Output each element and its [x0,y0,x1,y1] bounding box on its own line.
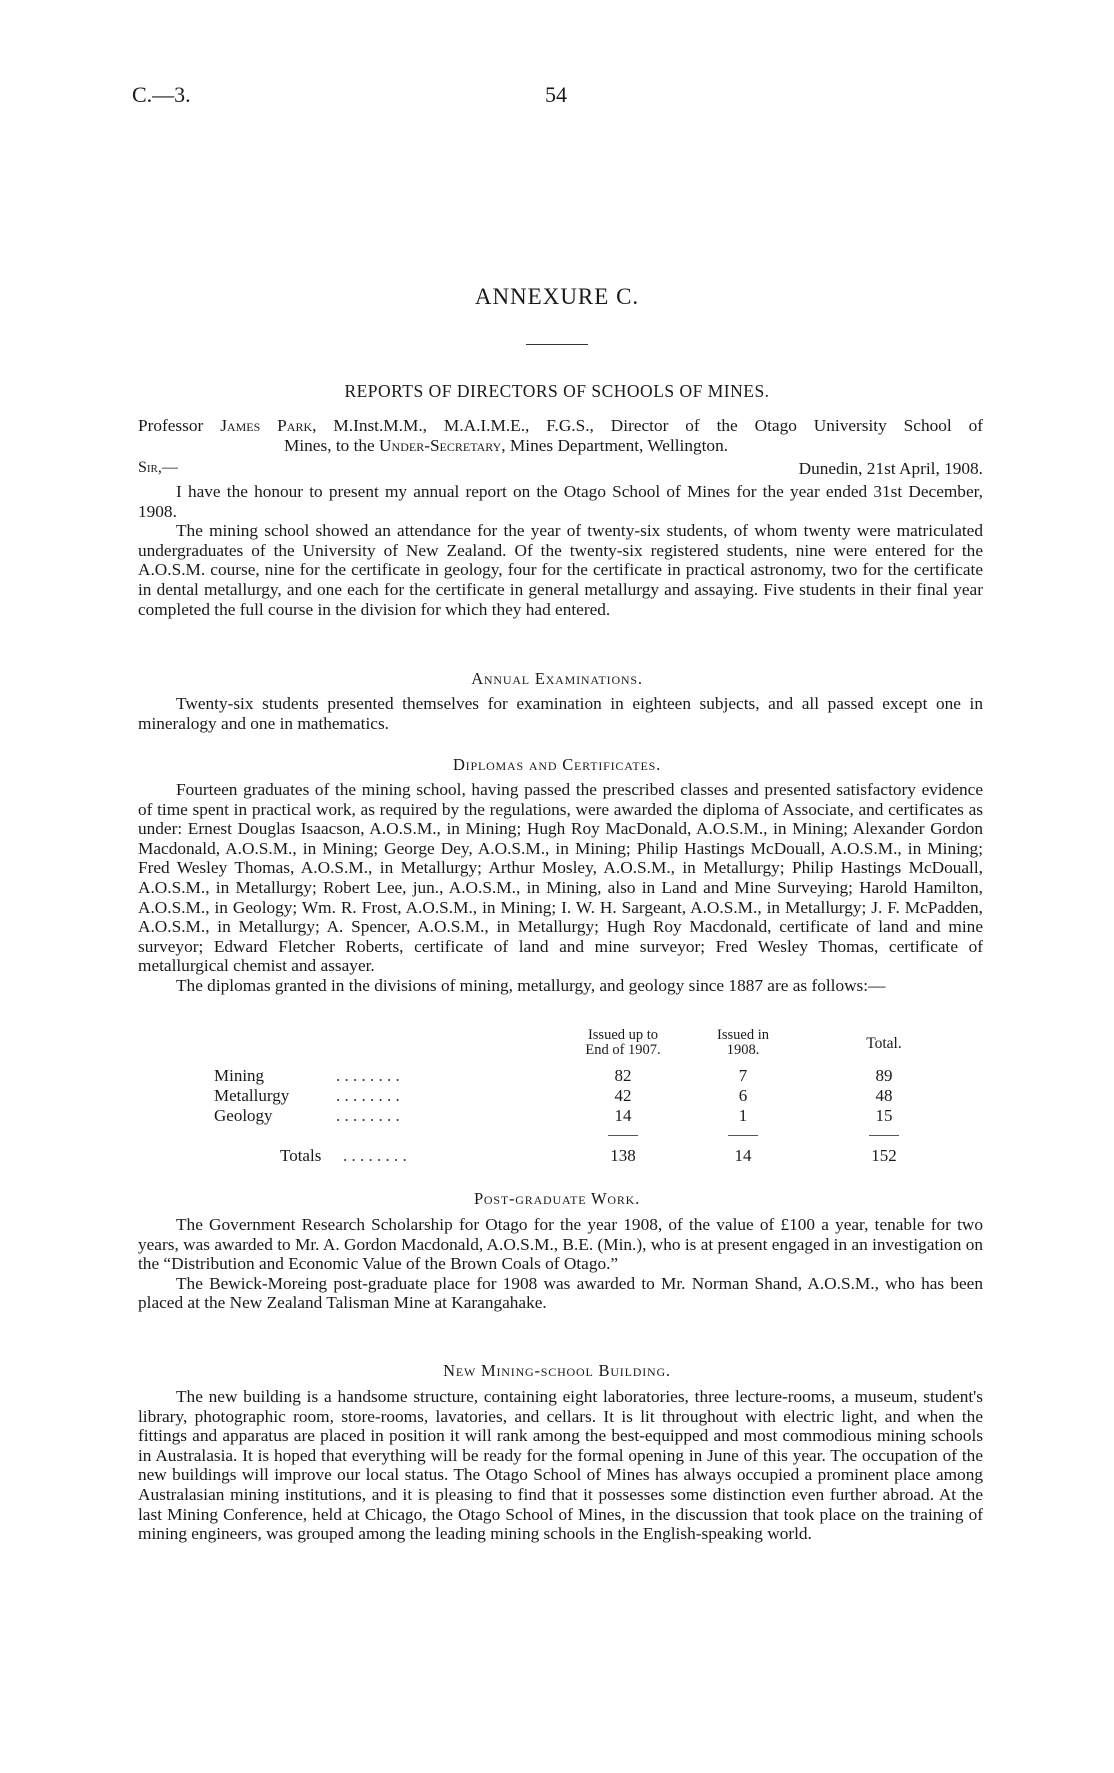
row-label: Metallurgy [214,1086,290,1105]
page-number: 54 [545,82,567,107]
post-graduate-heading: Post-graduate Work. [473,1189,641,1208]
address-line-1: Professor James Park, M.Inst.M.M., M.A.I.M.E., F.G.S., Director of the Otago University School of [138,416,983,435]
column-header-issued-to-1907: Issued up to End of 1907. [585,1027,661,1058]
leader-dots: . . . . . . . . [336,1086,400,1105]
leader-dots: . . . . . . . . [336,1066,400,1085]
table-intro: The diplomas granted in the divisions of mining, metallurgy, and geology since 1887 are as follows:— [176,975,886,995]
paragraph: I have the honour to present my annual report on the Otago School of Mines for the year ended 31st December, 1908. [138,482,983,521]
leader-dots: . . . . . . . . [343,1146,407,1165]
totals-label: Totals [280,1146,322,1165]
table-row [208,1066,928,1088]
paragraph: The new building is a handsome structure, containing eight laboratories, three lecture-rooms, a museum, student's library, photographic room, store-rooms, lavatories, and cellars. It is lit throughout with electric light, and when the fittings and apparatus are placed in position it will rank among the best-equipped and most commodious mining schools in Australasia. It is hoped that everything will be ready for the formal opening in June of this year. The occupation of the new buildings will improve our local status. The Otago School of Mines has always occupied a prominent place among Australasian mining institutions, and it is pleasing to find that it possesses some distinction even further abroad. At the last Mining Conference, held at Chicago, the Otago School of Mines, in the discussion that took place on the training of mining engineers, was grouped among the leading mining schools in the English-speaking world. [138,1387,983,1544]
title-divider [526,344,588,345]
annexure-title: ANNEXURE C. [474,284,640,309]
intro-section [138,482,983,619]
cell-issued-to-1907: 82 [614,1066,632,1085]
new-building-section [138,1387,983,1544]
cell-total: 15 [875,1106,893,1125]
paragraph: Fourteen graduates of the mining school, having passed the prescribed classes and presented satisfactory evidence of time spent in practical work, as required by the regulations, were awarded the diploma of Associate, and certificates as under: Ernest Douglas Isaacson, A.O.S.M., in Mining; Hugh Roy MacDonald, A.O.S.M., in Mining; Alexander Gordon Macdonald, A.O.S.M., in Mining; George Dey, A.O.S.M., in Mining; Philip Hastings McDouall, A.O.S.M., in Mining; Fred Wesley Thomas, A.O.S.M., in Metallurgy; Arthur Mosley, A.O.S.M., in Metallurgy; Philip Hastings McDouall, A.O.S.M., in Metallurgy; Robert Lee, jun., A.O.S.M., in Mining, also in Land and Mine Surveying; Harold Hamilton, A.O.S.M., in Geology; Wm. R. Frost, A.O.S.M., in Mining; I. W. H. Sargeant, A.O.S.M., in Metallurgy; J. F. McPadden, A.O.S.M., in Metallurgy; A. Spencer, A.O.S.M., in Metallurgy; Hugh Roy Macdonald, certificate of land and mine surveyor; Edward Fletcher Roberts, certificate of land and mine surveyor; Fred Wesley Thomas, certificate of metallurgical chemist and assayer. [138,780,983,976]
salutation: Sir,— [138,459,178,476]
column-header-total: Total. [866,1035,902,1052]
annual-examinations-heading: Annual Examinations. [471,669,643,688]
post-graduate-section [138,1215,983,1313]
leader-dots: . . . . . . . . [336,1106,400,1125]
new-building-heading: New Mining-school Building. [443,1361,671,1380]
grand-total: 152 [871,1146,897,1165]
total-issued-1908: 14 [734,1146,752,1165]
paragraph: The Government Research Scholarship for Otago for the year 1908, of the value of £100 a year, tenable for two years, was awarded to Mr. A. Gordon Macdonald, A.O.S.M., B.E. (Min.), who is at present engaged in an investigation on the “Distribution and Economic Value of the Brown Coals of Otago.” [138,1215,983,1274]
total-issued-to-1907: 138 [610,1146,636,1165]
annual-examinations-section [138,694,983,733]
paragraph: Twenty-six students presented themselves for examination in eighteen subjects, and all passed except one in mineralogy and one in mathematics. [138,694,983,733]
cell-total: 48 [875,1086,893,1105]
row-label: Mining [214,1066,265,1085]
sum-rule [869,1135,899,1136]
cell-issued-to-1907: 14 [614,1106,632,1125]
paragraph: The Bewick-Moreing post-graduate place for 1908 was awarded to Mr. Norman Shand, A.O.S.M., who has been placed at the New Zealand Talisman Mine at Karangahake. [138,1273,983,1313]
diplomas-section [138,780,983,996]
cell-total: 89 [875,1066,893,1085]
diplomas-heading: Diplomas and Certificates. [452,755,662,774]
address-block [138,416,983,455]
paragraph: The mining school showed an attendance for the year of twenty-six students, of whom twenty were matriculated undergraduates of the University of New Zealand. Of the twenty-six registered students, nine were entered for the A.O.S.M. course, nine for the certificate in geology, four for the certificate in practical astronomy, two for the certificate in dental metallurgy, and one each for the certificate in general metallurgy and assaying. Five students in their final year completed the full course in the division for which they had entered. [138,521,983,619]
table-row [208,1086,928,1108]
dateline: Dunedin, 21st April, 1908. [798,459,983,478]
sum-rule [608,1135,638,1136]
address-line-2: Mines, to the Under-Secretary, Mines Department, Wellington. [284,435,729,455]
cell-issued-1908: 1 [738,1106,748,1125]
reports-title: REPORTS OF DIRECTORS OF SCHOOLS OF MINES. [344,381,770,401]
cell-issued-1908: 6 [738,1086,748,1105]
column-header-issued-1908: Issued in 1908. [717,1027,769,1058]
document-reference: C.—3. [132,82,191,107]
table-totals-row [208,1146,928,1168]
cell-issued-1908: 7 [738,1066,748,1085]
cell-issued-to-1907: 42 [614,1086,632,1105]
row-label: Geology [214,1106,273,1125]
sum-rule [728,1135,758,1136]
table-row [208,1106,928,1128]
